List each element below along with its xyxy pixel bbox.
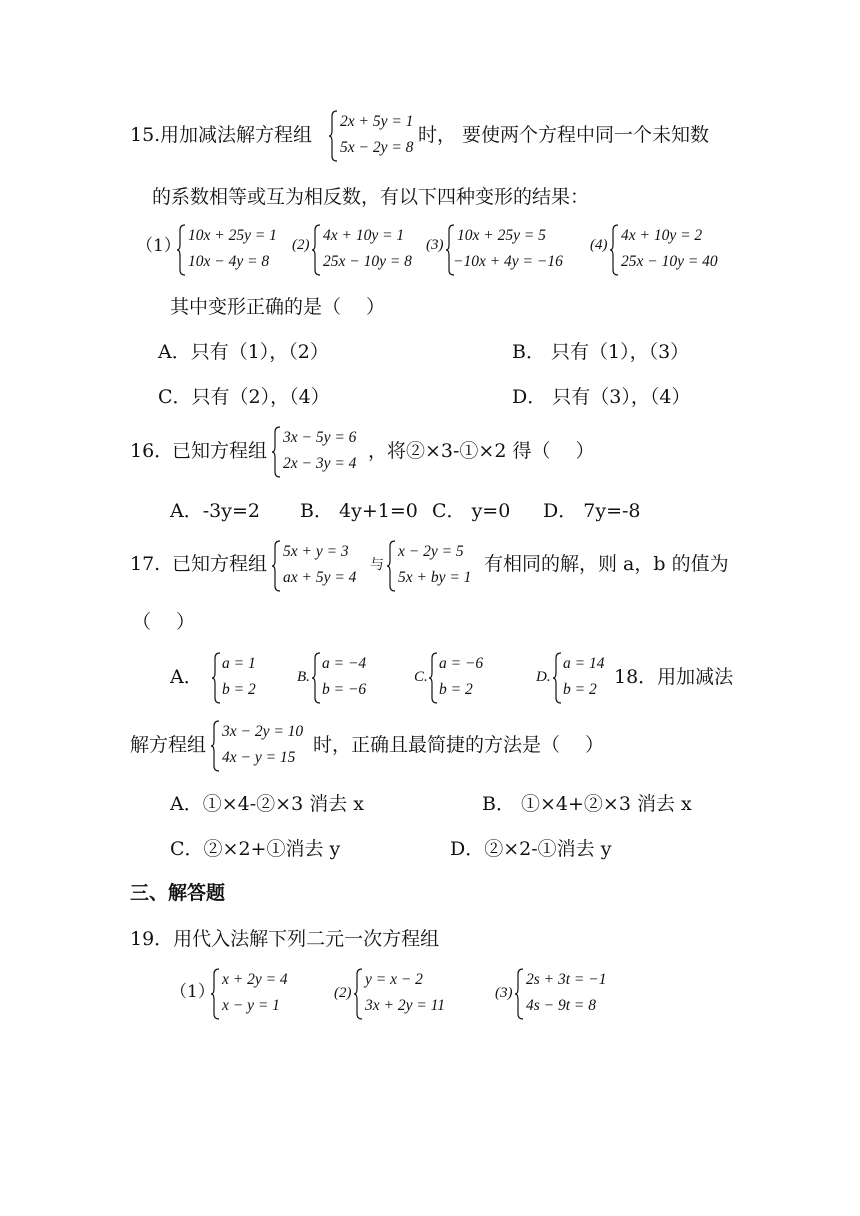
q17-option-b: [311, 652, 381, 704]
q15-system: [328, 110, 418, 162]
q19-p1-eq1: x + 2y = 4: [222, 971, 288, 988]
q17-number: 17.: [130, 553, 161, 575]
q19-p3-eq1: 2s + 3t = −1: [526, 971, 607, 988]
q19-part-1: [210, 968, 310, 1020]
q15-v2-eq2: 25x − 10y = 8: [323, 253, 412, 270]
q19-p1-label: （1）: [170, 982, 215, 1002]
q17-option-d-label: D.: [536, 669, 551, 685]
q17-s1-eq1: 5x + y = 3: [283, 543, 349, 560]
q16-eq1: 3x − 5y = 6: [283, 429, 357, 446]
q18-number: 18．用加减法: [614, 666, 734, 688]
q15-option-a: A．只有（1），（2）: [158, 341, 329, 363]
q17-s1-eq2: ax + 5y = 4: [283, 569, 357, 586]
q15-v3-eq1: 10x + 25y = 5: [457, 227, 546, 244]
q17-text-pre: 已知方程组: [172, 553, 268, 575]
q18-eq2: 4x − y = 15: [222, 749, 296, 766]
q17-a-eq1: a = 1: [222, 655, 256, 672]
q17-d-eq2: b = 2: [563, 681, 597, 698]
q17-option-c: [428, 652, 498, 704]
q18-text-post: 时，正确且最简捷的方法是（ ）: [313, 734, 605, 756]
q16-text-pre: 已知方程组: [172, 440, 268, 462]
q15-option-b: B． 只有（1），（3）: [512, 341, 690, 363]
q17-c-eq2: b = 2: [439, 681, 473, 698]
q18-option-d: D．②×2-①消去 y: [450, 838, 612, 860]
q15-option-d: D． 只有（3），（4）: [512, 386, 691, 408]
q15-eq2: 5x − 2y = 8: [340, 139, 414, 156]
q15-v4-label: (4): [590, 237, 608, 253]
brace-icon: [428, 652, 438, 704]
q17-a-eq2: b = 2: [222, 681, 256, 698]
q15-v1-eq1: 10x + 25y = 1: [188, 227, 277, 244]
q15-v2-eq1: 4x + 10y = 1: [323, 227, 405, 244]
q17-system-2: [386, 540, 481, 592]
q19-p2-label: (2): [334, 985, 352, 1001]
q17-d-eq1: a = 14: [563, 655, 605, 672]
q16-option-d: D． 7y=-8: [543, 500, 641, 522]
q18-option-c: C．②×2+①消去 y: [170, 838, 341, 860]
q15-text-pre: 用加减法解方程组: [160, 124, 313, 146]
brace-icon: [271, 540, 281, 592]
q17-s2-eq2: 5x + by = 1: [398, 569, 472, 586]
q17-text-post: 有相同的解，则 a，b 的值为: [484, 553, 729, 575]
q16-system: [271, 426, 371, 478]
section-heading: 三、解答题: [130, 882, 226, 904]
q15-line2: 的系数相等或互为相反数，有以下四种变形的结果：: [152, 186, 590, 208]
q17-option-a: [211, 652, 281, 704]
brace-icon: [211, 652, 221, 704]
q16-eq2: 2x − 3y = 4: [283, 455, 357, 472]
q15-text-post: 时， 要使两个方程中同一个未知数: [418, 124, 710, 146]
brace-icon: [311, 224, 321, 276]
brace-icon: [210, 720, 220, 772]
q15-number: 15.: [130, 124, 161, 146]
brace-icon: [353, 968, 363, 1020]
q18-system: [210, 720, 310, 772]
q17-s2-eq1: x − 2y = 5: [398, 543, 464, 560]
q19-part-2: [353, 968, 453, 1020]
q15-v2-label: (2): [292, 237, 310, 253]
q19-p1-eq2: x − y = 1: [222, 997, 280, 1014]
q17-option-d: [552, 652, 614, 704]
q18-option-a: A．①×4-②×3 消去 x: [170, 793, 364, 815]
q17-c-eq1: a = −6: [439, 655, 484, 672]
brace-icon: [386, 540, 396, 592]
q17-b-eq2: b = −6: [322, 681, 367, 698]
q15-question: 其中变形正确的是（ ）: [170, 296, 386, 318]
brace-icon: [271, 426, 281, 478]
q19-p2-eq2: 3x + 2y = 11: [365, 997, 446, 1014]
q15-variant-4: [609, 224, 729, 276]
brace-icon: [176, 224, 186, 276]
q15-v4-eq1: 4x + 10y = 2: [621, 227, 703, 244]
q15-v4-eq2: 25x − 10y = 40: [621, 253, 718, 270]
q17-system-1: [271, 540, 366, 592]
q17-option-c-label: C.: [414, 669, 428, 685]
q16-text-post: ，将②×3-①×2 得（ ）: [368, 440, 595, 462]
brace-icon: [328, 110, 338, 162]
q15-v1-eq2: 10x − 4y = 8: [188, 253, 270, 270]
q16-option-c: C． y=0: [432, 500, 511, 522]
q18-option-b: B． ①×4+②×3 消去 x: [482, 793, 692, 815]
q16-option-b: B． 4y+1=0: [300, 500, 418, 522]
q15-variant-1: [176, 224, 286, 276]
q17-option-b-label: B.: [297, 669, 310, 685]
q18-eq1: 3x − 2y = 10: [222, 723, 304, 740]
brace-icon: [552, 652, 562, 704]
q19-text: 19．用代入法解下列二元一次方程组: [130, 928, 440, 950]
q15-variant-2: [311, 224, 421, 276]
q16-number: 16．: [130, 440, 174, 462]
q17-b-eq1: a = −4: [322, 655, 367, 672]
q17-mid: 与: [370, 557, 384, 573]
q15-eq1: 2x + 5y = 1: [340, 113, 414, 130]
brace-icon: [609, 224, 619, 276]
q18-text-pre: 解方程组: [130, 734, 207, 756]
q19-p3-label: (3): [495, 985, 513, 1001]
q19-p2-eq1: y = x − 2: [365, 971, 423, 988]
q15-v3-eq2: −10x + 4y = −16: [453, 253, 563, 270]
brace-icon: [514, 968, 524, 1020]
q15-v1-label: （1）: [136, 236, 181, 256]
q15-variant-3: [445, 224, 575, 276]
q19-part-3: [514, 968, 614, 1020]
brace-icon: [210, 968, 220, 1020]
q16-option-a: A．-3y=2: [170, 500, 260, 522]
brace-icon: [311, 652, 321, 704]
q15-v3-label: (3): [426, 237, 444, 253]
q17-option-a-label: A．: [170, 666, 203, 688]
q17-paren: （ ）: [132, 611, 196, 633]
q15-option-c: C．只有（2），（4）: [158, 386, 330, 408]
q19-p3-eq2: 4s − 9t = 8: [526, 997, 597, 1014]
